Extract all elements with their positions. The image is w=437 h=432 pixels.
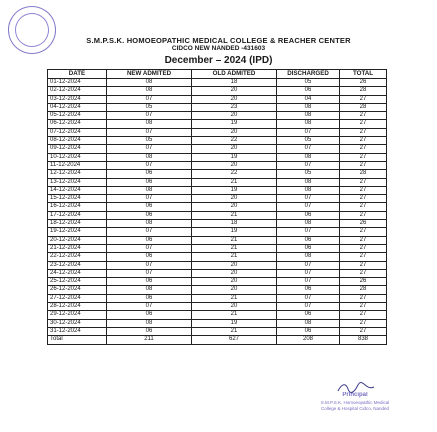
table-row bbox=[48, 195, 387, 203]
cell-old-admited: 20 bbox=[192, 161, 277, 169]
cell-old-admited: 19 bbox=[192, 120, 277, 128]
cell-total: 27 bbox=[340, 269, 387, 277]
cell-total: 27 bbox=[340, 203, 387, 211]
cell-discharged: 06 bbox=[277, 87, 340, 95]
cell-discharged: 05 bbox=[277, 79, 340, 87]
cell-discharged: 06 bbox=[277, 286, 340, 294]
cell-old-admited: 19 bbox=[192, 319, 277, 327]
cell-date: 29-12-2024 bbox=[48, 311, 107, 319]
cell-old-admited: 19 bbox=[192, 186, 277, 194]
table-row bbox=[48, 211, 387, 219]
total-old-admited: 627 bbox=[192, 336, 277, 344]
cell-new-admited: 06 bbox=[107, 178, 192, 186]
cell-discharged: 06 bbox=[277, 236, 340, 244]
cell-new-admited: 06 bbox=[107, 294, 192, 302]
table-row bbox=[48, 253, 387, 261]
table-row bbox=[48, 294, 387, 302]
cell-date: 22-12-2024 bbox=[48, 253, 107, 261]
cell-old-admited: 20 bbox=[192, 145, 277, 153]
cell-discharged: 06 bbox=[277, 244, 340, 252]
table-row bbox=[48, 145, 387, 153]
cell-discharged: 08 bbox=[277, 178, 340, 186]
cell-total: 27 bbox=[340, 161, 387, 169]
cell-old-admited: 21 bbox=[192, 211, 277, 219]
cell-new-admited: 06 bbox=[107, 170, 192, 178]
cell-old-admited: 20 bbox=[192, 112, 277, 120]
cell-total: 27 bbox=[340, 153, 387, 161]
cell-total: 28 bbox=[340, 103, 387, 111]
cell-old-admited: 20 bbox=[192, 286, 277, 294]
column-header-total: TOTAL bbox=[340, 70, 387, 79]
cell-new-admited: 07 bbox=[107, 269, 192, 277]
cell-old-admited: 21 bbox=[192, 327, 277, 335]
seal-title: Principal bbox=[342, 392, 368, 398]
cell-date: 05-12-2024 bbox=[48, 112, 107, 120]
cell-old-admited: 18 bbox=[192, 220, 277, 228]
column-header-date: DATE bbox=[48, 70, 107, 79]
cell-date: 09-12-2024 bbox=[48, 145, 107, 153]
total-new-admited: 211 bbox=[107, 336, 192, 344]
cell-total: 27 bbox=[340, 186, 387, 194]
cell-date: 07-12-2024 bbox=[48, 128, 107, 136]
cell-total: 27 bbox=[340, 128, 387, 136]
cell-total: 27 bbox=[340, 145, 387, 153]
cell-total: 27 bbox=[340, 319, 387, 327]
table-row bbox=[48, 186, 387, 194]
ipd-register-table bbox=[47, 69, 387, 345]
cell-new-admited: 06 bbox=[107, 327, 192, 335]
table-row bbox=[48, 153, 387, 161]
table-row bbox=[48, 319, 387, 327]
total-row bbox=[48, 336, 387, 344]
cell-old-admited: 20 bbox=[192, 278, 277, 286]
cell-old-admited: 20 bbox=[192, 303, 277, 311]
cell-discharged: 07 bbox=[277, 161, 340, 169]
cell-new-admited: 08 bbox=[107, 286, 192, 294]
cell-new-admited: 08 bbox=[107, 220, 192, 228]
cell-old-admited: 20 bbox=[192, 95, 277, 103]
cell-total: 28 bbox=[340, 87, 387, 95]
cell-discharged: 08 bbox=[277, 120, 340, 128]
cell-new-admited: 07 bbox=[107, 161, 192, 169]
cell-old-admited: 20 bbox=[192, 261, 277, 269]
cell-total: 27 bbox=[340, 244, 387, 252]
cell-discharged: 05 bbox=[277, 170, 340, 178]
cell-new-admited: 06 bbox=[107, 203, 192, 211]
table-row bbox=[48, 286, 387, 294]
cell-old-admited: 22 bbox=[192, 137, 277, 145]
cell-new-admited: 06 bbox=[107, 211, 192, 219]
cell-date: 25-12-2024 bbox=[48, 278, 107, 286]
cell-new-admited: 06 bbox=[107, 278, 192, 286]
cell-discharged: 07 bbox=[277, 269, 340, 277]
cell-discharged: 05 bbox=[277, 137, 340, 145]
cell-discharged: 07 bbox=[277, 203, 340, 211]
cell-total: 27 bbox=[340, 95, 387, 103]
cell-new-admited: 06 bbox=[107, 236, 192, 244]
seal-line-2: College & Hospital Cidco, Nanded bbox=[320, 406, 390, 411]
cell-new-admited: 05 bbox=[107, 103, 192, 111]
table-row bbox=[48, 203, 387, 211]
cell-total: 26 bbox=[340, 79, 387, 87]
cell-old-admited: 21 bbox=[192, 178, 277, 186]
total-discharged: 208 bbox=[277, 336, 340, 344]
table-row bbox=[48, 261, 387, 269]
cell-discharged: 06 bbox=[277, 327, 340, 335]
seal-line-1: S.M.P.S.K. Homoeopathic Medical bbox=[320, 400, 390, 405]
cell-date: 08-12-2024 bbox=[48, 137, 107, 145]
cell-date: 06-12-2024 bbox=[48, 120, 107, 128]
cell-new-admited: 07 bbox=[107, 145, 192, 153]
table-row bbox=[48, 112, 387, 120]
cell-discharged: 08 bbox=[277, 220, 340, 228]
cell-date: 23-12-2024 bbox=[48, 261, 107, 269]
cell-discharged: 07 bbox=[277, 145, 340, 153]
cell-discharged: 07 bbox=[277, 261, 340, 269]
cell-old-admited: 18 bbox=[192, 79, 277, 87]
column-header-old-admited: OLD ADMITED bbox=[192, 70, 277, 79]
cell-new-admited: 07 bbox=[107, 303, 192, 311]
cell-discharged: 04 bbox=[277, 95, 340, 103]
cell-new-admited: 08 bbox=[107, 186, 192, 194]
cell-total: 27 bbox=[340, 228, 387, 236]
table-row bbox=[48, 79, 387, 87]
cell-new-admited: 07 bbox=[107, 128, 192, 136]
table-body bbox=[48, 79, 387, 336]
table-row bbox=[48, 137, 387, 145]
cell-new-admited: 07 bbox=[107, 112, 192, 120]
cell-total: 27 bbox=[340, 178, 387, 186]
table-row bbox=[48, 311, 387, 319]
cell-total: 27 bbox=[340, 112, 387, 120]
cell-new-admited: 07 bbox=[107, 244, 192, 252]
cell-new-admited: 08 bbox=[107, 79, 192, 87]
cell-discharged: 07 bbox=[277, 228, 340, 236]
cell-new-admited: 08 bbox=[107, 319, 192, 327]
report-title: December – 2024 (IPD) bbox=[164, 55, 273, 66]
cell-discharged: 08 bbox=[277, 186, 340, 194]
cell-old-admited: 21 bbox=[192, 236, 277, 244]
cell-discharged: 07 bbox=[277, 303, 340, 311]
cell-date: 30-12-2024 bbox=[48, 319, 107, 327]
cell-new-admited: 06 bbox=[107, 253, 192, 261]
table-header-row bbox=[48, 70, 387, 79]
table-row bbox=[48, 95, 387, 103]
cell-date: 18-12-2024 bbox=[48, 220, 107, 228]
table-row bbox=[48, 120, 387, 128]
cell-total: 27 bbox=[340, 195, 387, 203]
cell-date: 11-12-2024 bbox=[48, 161, 107, 169]
cell-discharged: 08 bbox=[277, 153, 340, 161]
cell-discharged: 06 bbox=[277, 211, 340, 219]
total-total: 838 bbox=[340, 336, 387, 344]
cell-date: 24-12-2024 bbox=[48, 269, 107, 277]
cell-old-admited: 21 bbox=[192, 244, 277, 252]
cell-date: 13-12-2024 bbox=[48, 178, 107, 186]
cell-discharged: 08 bbox=[277, 103, 340, 111]
cell-discharged: 07 bbox=[277, 128, 340, 136]
cell-new-admited: 07 bbox=[107, 95, 192, 103]
cell-total: 27 bbox=[340, 137, 387, 145]
cell-total: 27 bbox=[340, 253, 387, 261]
cell-total: 27 bbox=[340, 236, 387, 244]
cell-discharged: 08 bbox=[277, 112, 340, 120]
cell-new-admited: 05 bbox=[107, 137, 192, 145]
cell-old-admited: 21 bbox=[192, 294, 277, 302]
cell-date: 20-12-2024 bbox=[48, 236, 107, 244]
table-row bbox=[48, 228, 387, 236]
cell-new-admited: 06 bbox=[107, 311, 192, 319]
cell-discharged: 07 bbox=[277, 195, 340, 203]
cell-date: 19-12-2024 bbox=[48, 228, 107, 236]
institution-address: CIDCO NEW NANDED -431603 bbox=[171, 45, 266, 52]
cell-old-admited: 20 bbox=[192, 203, 277, 211]
cell-new-admited: 07 bbox=[107, 195, 192, 203]
table-row bbox=[48, 161, 387, 169]
cell-total: 26 bbox=[340, 220, 387, 228]
cell-date: 01-12-2024 bbox=[48, 79, 107, 87]
cell-old-admited: 23 bbox=[192, 103, 277, 111]
table-row bbox=[48, 87, 387, 95]
cell-total: 27 bbox=[340, 211, 387, 219]
cell-date: 31-12-2024 bbox=[48, 327, 107, 335]
table-row bbox=[48, 128, 387, 136]
cell-old-admited: 20 bbox=[192, 195, 277, 203]
cell-total: 27 bbox=[340, 303, 387, 311]
cell-old-admited: 20 bbox=[192, 269, 277, 277]
cell-total: 27 bbox=[340, 261, 387, 269]
cell-date: 12-12-2024 bbox=[48, 170, 107, 178]
cell-old-admited: 21 bbox=[192, 311, 277, 319]
cell-date: 14-12-2024 bbox=[48, 186, 107, 194]
cell-total: 27 bbox=[340, 294, 387, 302]
cell-date: 26-12-2024 bbox=[48, 286, 107, 294]
cell-date: 16-12-2024 bbox=[48, 203, 107, 211]
table-row bbox=[48, 244, 387, 252]
table-row bbox=[48, 278, 387, 286]
cell-new-admited: 08 bbox=[107, 120, 192, 128]
cell-old-admited: 20 bbox=[192, 87, 277, 95]
table-row bbox=[48, 220, 387, 228]
cell-new-admited: 08 bbox=[107, 153, 192, 161]
column-header-new-admited: NEW ADMITED bbox=[107, 70, 192, 79]
total-label: Total bbox=[48, 336, 107, 344]
table-row bbox=[48, 236, 387, 244]
cell-date: 15-12-2024 bbox=[48, 195, 107, 203]
cell-old-admited: 20 bbox=[192, 128, 277, 136]
cell-discharged: 06 bbox=[277, 311, 340, 319]
column-header-discharged: DISCHARGED bbox=[277, 70, 340, 79]
table-row bbox=[48, 269, 387, 277]
cell-old-admited: 19 bbox=[192, 153, 277, 161]
table-row bbox=[48, 170, 387, 178]
cell-new-admited: 08 bbox=[107, 87, 192, 95]
table-row bbox=[48, 327, 387, 335]
cell-old-admited: 19 bbox=[192, 228, 277, 236]
cell-discharged: 08 bbox=[277, 319, 340, 327]
cell-total: 28 bbox=[340, 286, 387, 294]
table-row bbox=[48, 103, 387, 111]
cell-total: 28 bbox=[340, 170, 387, 178]
cell-date: 27-12-2024 bbox=[48, 294, 107, 302]
cell-date: 04-12-2024 bbox=[48, 103, 107, 111]
cell-total: 27 bbox=[340, 120, 387, 128]
cell-date: 03-12-2024 bbox=[48, 95, 107, 103]
cell-old-admited: 21 bbox=[192, 253, 277, 261]
cell-discharged: 07 bbox=[277, 294, 340, 302]
cell-date: 21-12-2024 bbox=[48, 244, 107, 252]
cell-date: 02-12-2024 bbox=[48, 87, 107, 95]
cell-discharged: 07 bbox=[277, 278, 340, 286]
institution-name: S.M.P.S.K. HOMOEOPATHIC MEDICAL COLLEGE & REACHER CENTER bbox=[86, 36, 351, 45]
cell-total: 27 bbox=[340, 327, 387, 335]
cell-total: 26 bbox=[340, 278, 387, 286]
cell-new-admited: 07 bbox=[107, 228, 192, 236]
cell-discharged: 08 bbox=[277, 253, 340, 261]
cell-total: 27 bbox=[340, 311, 387, 319]
cell-date: 28-12-2024 bbox=[48, 303, 107, 311]
cell-date: 10-12-2024 bbox=[48, 153, 107, 161]
cell-date: 17-12-2024 bbox=[48, 211, 107, 219]
cell-new-admited: 07 bbox=[107, 261, 192, 269]
table-row bbox=[48, 303, 387, 311]
table-row bbox=[48, 178, 387, 186]
cell-old-admited: 22 bbox=[192, 170, 277, 178]
